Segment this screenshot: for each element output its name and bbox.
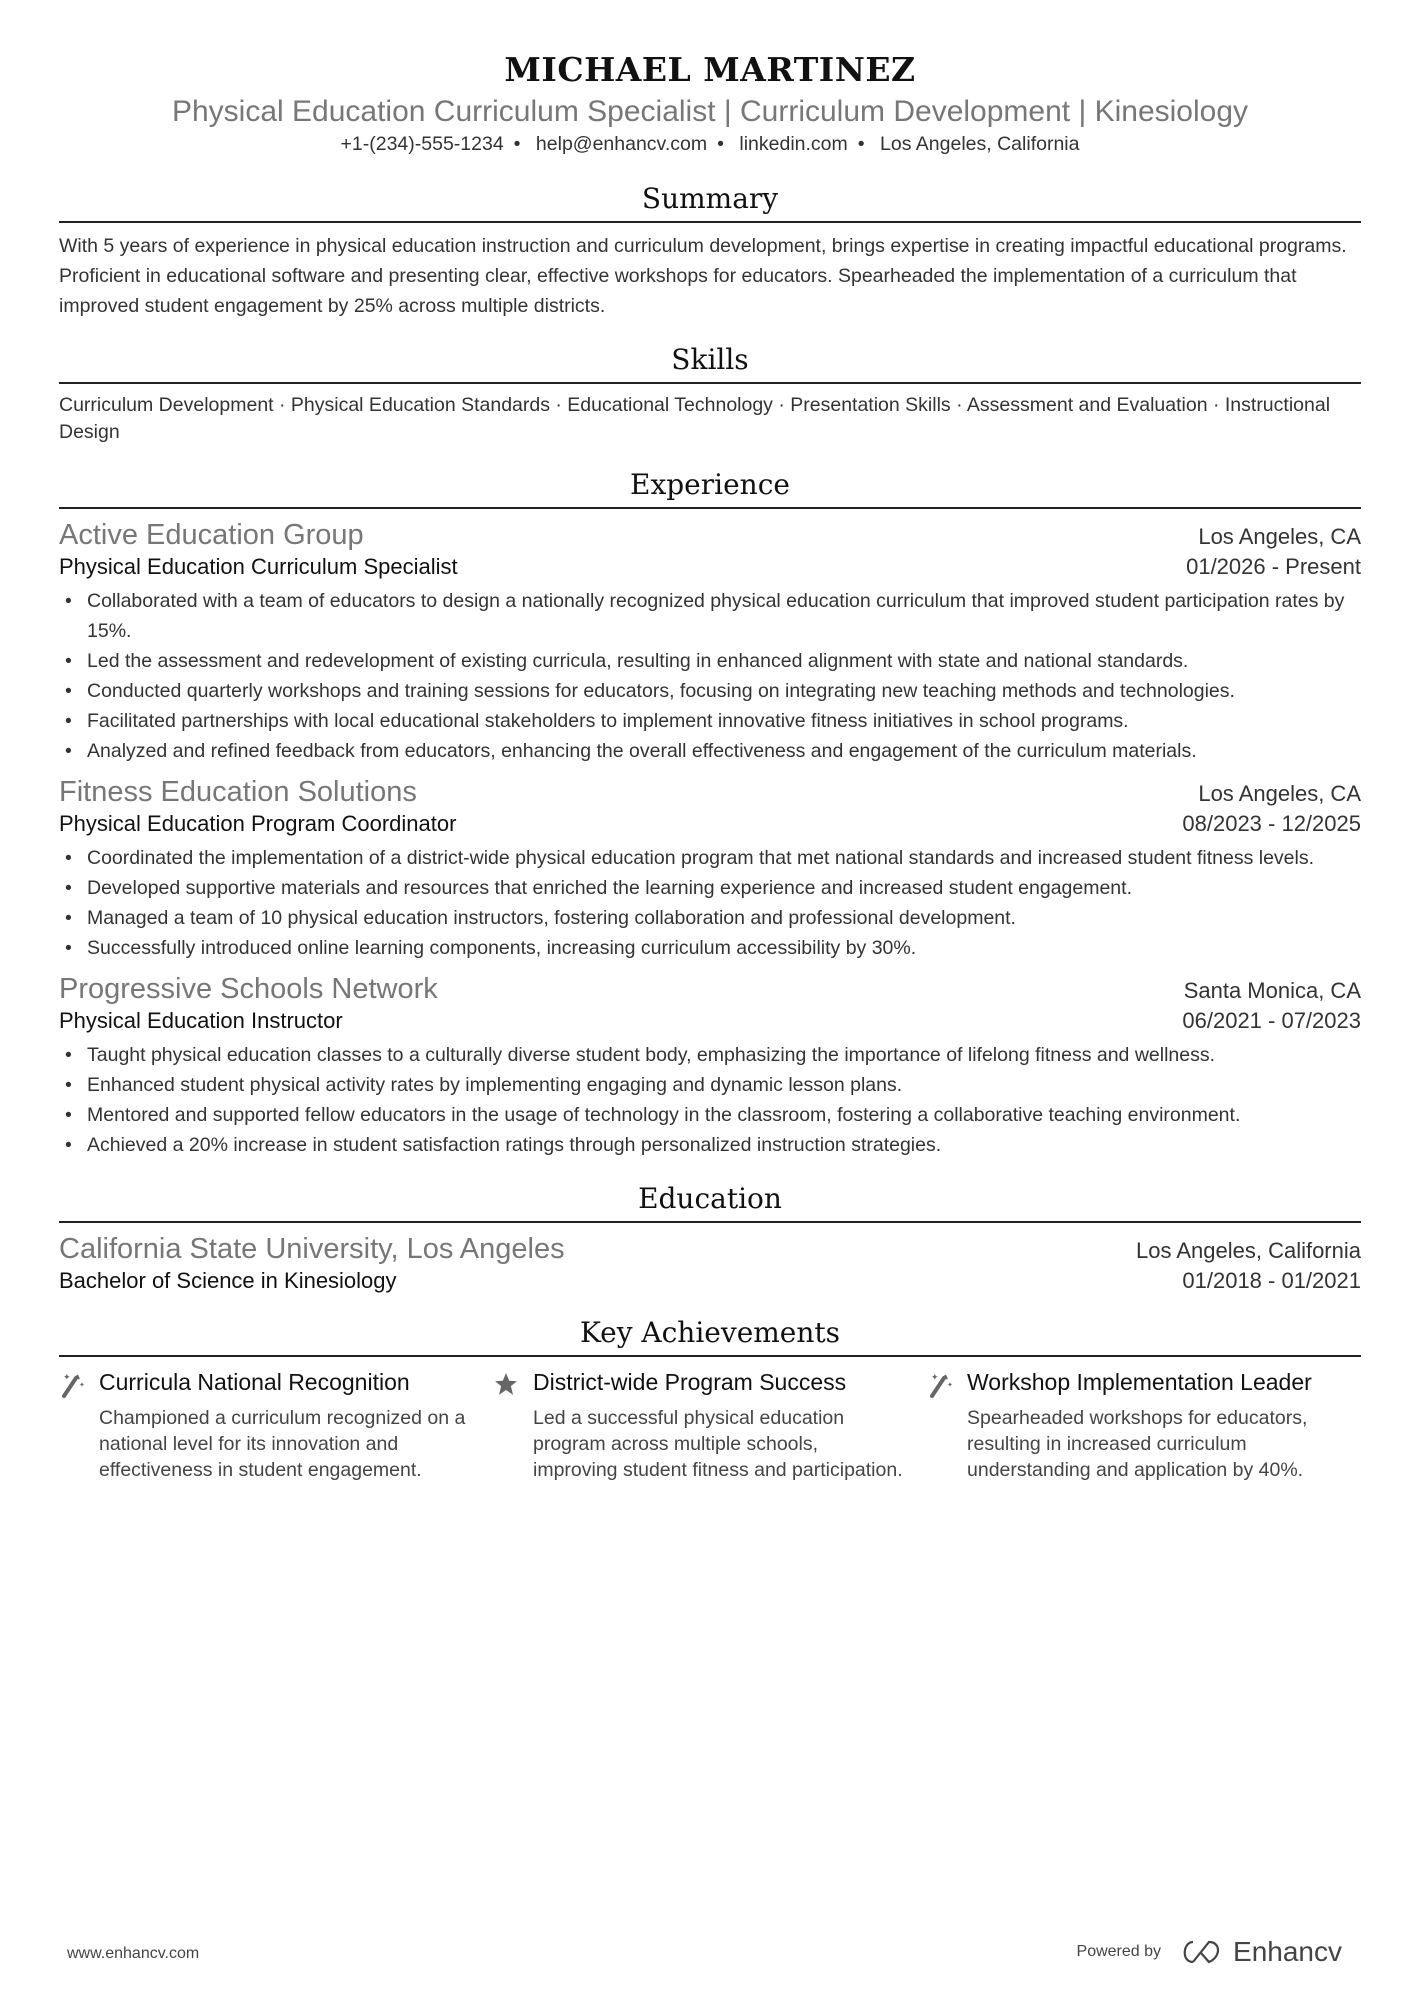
job-bullet: • Developed supportive materials and resources that enriched the learning experience and increased student engagement. bbox=[59, 873, 1361, 903]
education-entry bbox=[59, 1233, 1361, 1294]
job-bullet: • Achieved a 20% increase in student satisfaction ratings through personalized instruction strategies. bbox=[59, 1130, 1361, 1160]
achievement-title: Workshop Implementation Leader bbox=[967, 1369, 1312, 1395]
degree: Bachelor of Science in Kinesiology bbox=[59, 1268, 397, 1293]
powered-by-label: Powered by bbox=[1076, 1943, 1162, 1960]
job-entry bbox=[59, 519, 1361, 766]
experience-list bbox=[59, 519, 1361, 1160]
job-bullet: • Coordinated the implementation of a district-wide physical education program that met national standards and increased student fitness levels. bbox=[59, 843, 1361, 873]
location: Los Angeles, California bbox=[880, 133, 1080, 155]
magic-wand-icon bbox=[927, 1367, 967, 1483]
brand-name: Enhancv bbox=[1233, 1936, 1342, 1967]
footer-branding bbox=[1077, 1936, 1342, 1968]
achievement-title: District-wide Program Success bbox=[533, 1369, 847, 1395]
job-dates: 01/2026 - Present bbox=[1186, 554, 1361, 579]
job-bullet: • Managed a team of 10 physical education instructors, fostering collaboration and professional development. bbox=[59, 903, 1361, 933]
job-bullet: • Enhanced student physical activity rates by implementing engaging and dynamic lesson plans. bbox=[59, 1070, 1361, 1100]
achievement-item bbox=[59, 1367, 493, 1483]
company-name: Progressive Schools Network bbox=[59, 973, 438, 1005]
enhancv-logo bbox=[1179, 1936, 1342, 1968]
svg-text:✦: ✦ bbox=[63, 1372, 71, 1382]
svg-text:✦: ✦ bbox=[79, 1382, 85, 1389]
job-bullet: • Collaborated with a team of educators to design a nationally recognized physical education curriculum that improved student participation rates by 15%. bbox=[59, 586, 1361, 646]
resume-page bbox=[59, 0, 1361, 1483]
magic-wand-icon bbox=[59, 1367, 99, 1483]
candidate-name: MICHAEL MARTINEZ bbox=[504, 50, 916, 89]
linkedin[interactable]: linkedin.com bbox=[739, 133, 848, 155]
achievements-heading: Key Achievements bbox=[59, 1316, 1361, 1357]
contact-info: +1-(234)-555-1234 • help@enhancv.com • linkedin.com • Los Angeles, California bbox=[340, 133, 1080, 155]
job-dates: 08/2023 - 12/2025 bbox=[1182, 811, 1361, 836]
experience-heading: Experience bbox=[59, 468, 1361, 509]
job-bullets bbox=[59, 586, 1361, 766]
job-location: Los Angeles, CA bbox=[1198, 524, 1361, 549]
job-dates: 06/2021 - 07/2023 bbox=[1182, 1008, 1361, 1033]
svg-text:✦: ✦ bbox=[931, 1372, 939, 1382]
summary-heading: Summary bbox=[59, 182, 1361, 223]
achievement-description: Led a successful physical education program across multiple schools, improving student fitness and participation. bbox=[533, 1407, 903, 1481]
job-title: Physical Education Instructor bbox=[59, 1008, 343, 1033]
job-title: Physical Education Curriculum Specialist bbox=[59, 554, 458, 579]
email[interactable]: help@enhancv.com bbox=[535, 133, 708, 155]
job-bullet: • Facilitated partnerships with local educational stakeholders to implement innovative fitness initiatives in school programs. bbox=[59, 706, 1361, 736]
enhancv-logo-icon bbox=[1179, 1939, 1223, 1965]
job-bullet: • Analyzed and refined feedback from educators, enhancing the overall effectiveness and engagement of the curriculum materials. bbox=[59, 736, 1361, 766]
job-entry bbox=[59, 973, 1361, 1160]
achievements-list bbox=[59, 1367, 1361, 1483]
job-location: Santa Monica, CA bbox=[1183, 978, 1361, 1003]
achievement-title: Curricula National Recognition bbox=[99, 1369, 410, 1395]
skills-heading: Skills bbox=[59, 343, 1361, 384]
achievement-item bbox=[927, 1367, 1361, 1483]
school-location: Los Angeles, California bbox=[1135, 1238, 1361, 1263]
summary-text: With 5 years of experience in physical education instruction and curriculum development, brings expertise in creating impactful educational programs. Proficient in educational software and presenting clear, effective workshops for educators. Spearheaded the implementation of a curriculum that improved student engagement by 25% across multiple districts. bbox=[59, 235, 1347, 317]
job-bullet: • Taught physical education classes to a culturally diverse student body, emphasizing the importance of lifelong fitness and wellness. bbox=[59, 1040, 1361, 1070]
education-heading: Education bbox=[59, 1182, 1361, 1223]
job-bullets bbox=[59, 1040, 1361, 1160]
job-bullet: • Successfully introduced online learning components, increasing curriculum accessibility by 30%. bbox=[59, 933, 1361, 963]
job-bullet: • Mentored and supported fellow educators in the usage of technology in the classroom, fostering a collaborative teaching environment. bbox=[59, 1100, 1361, 1130]
achievement-item bbox=[493, 1367, 927, 1483]
footer-website[interactable]: www.enhancv.com bbox=[67, 1945, 200, 1962]
job-entry bbox=[59, 776, 1361, 963]
skills-list: Curriculum Development · Physical Education Standards · Educational Technology · Presentation Skills · Assessment and Evaluation · Instructional Design bbox=[59, 394, 1331, 443]
job-bullet: • Led the assessment and redevelopment of existing curricula, resulting in enhanced alignment with state and national standards. bbox=[59, 646, 1361, 676]
achievement-description: Championed a curriculum recognized on a national level for its innovation and effectiveness in student engagement. bbox=[99, 1407, 466, 1481]
job-title: Physical Education Program Coordinator bbox=[59, 811, 457, 836]
job-bullets bbox=[59, 843, 1361, 963]
job-location: Los Angeles, CA bbox=[1198, 781, 1361, 806]
star-icon bbox=[493, 1367, 533, 1483]
achievement-description: Spearheaded workshops for educators, resulting in increased curriculum understanding and application by 40%. bbox=[967, 1407, 1308, 1481]
school-name: California State University, Los Angeles bbox=[59, 1233, 565, 1265]
svg-text:✦: ✦ bbox=[947, 1382, 953, 1389]
education-dates: 01/2018 - 01/2021 bbox=[1182, 1268, 1361, 1293]
company-name: Fitness Education Solutions bbox=[59, 776, 417, 808]
job-bullet: • Conducted quarterly workshops and training sessions for educators, focusing on integrating new teaching methods and technologies. bbox=[59, 676, 1361, 706]
candidate-subtitle: Physical Education Curriculum Specialist | Curriculum Development | Kinesiology bbox=[171, 95, 1249, 128]
phone: +1-(234)-555-1234 bbox=[340, 133, 504, 155]
company-name: Active Education Group bbox=[59, 519, 364, 551]
